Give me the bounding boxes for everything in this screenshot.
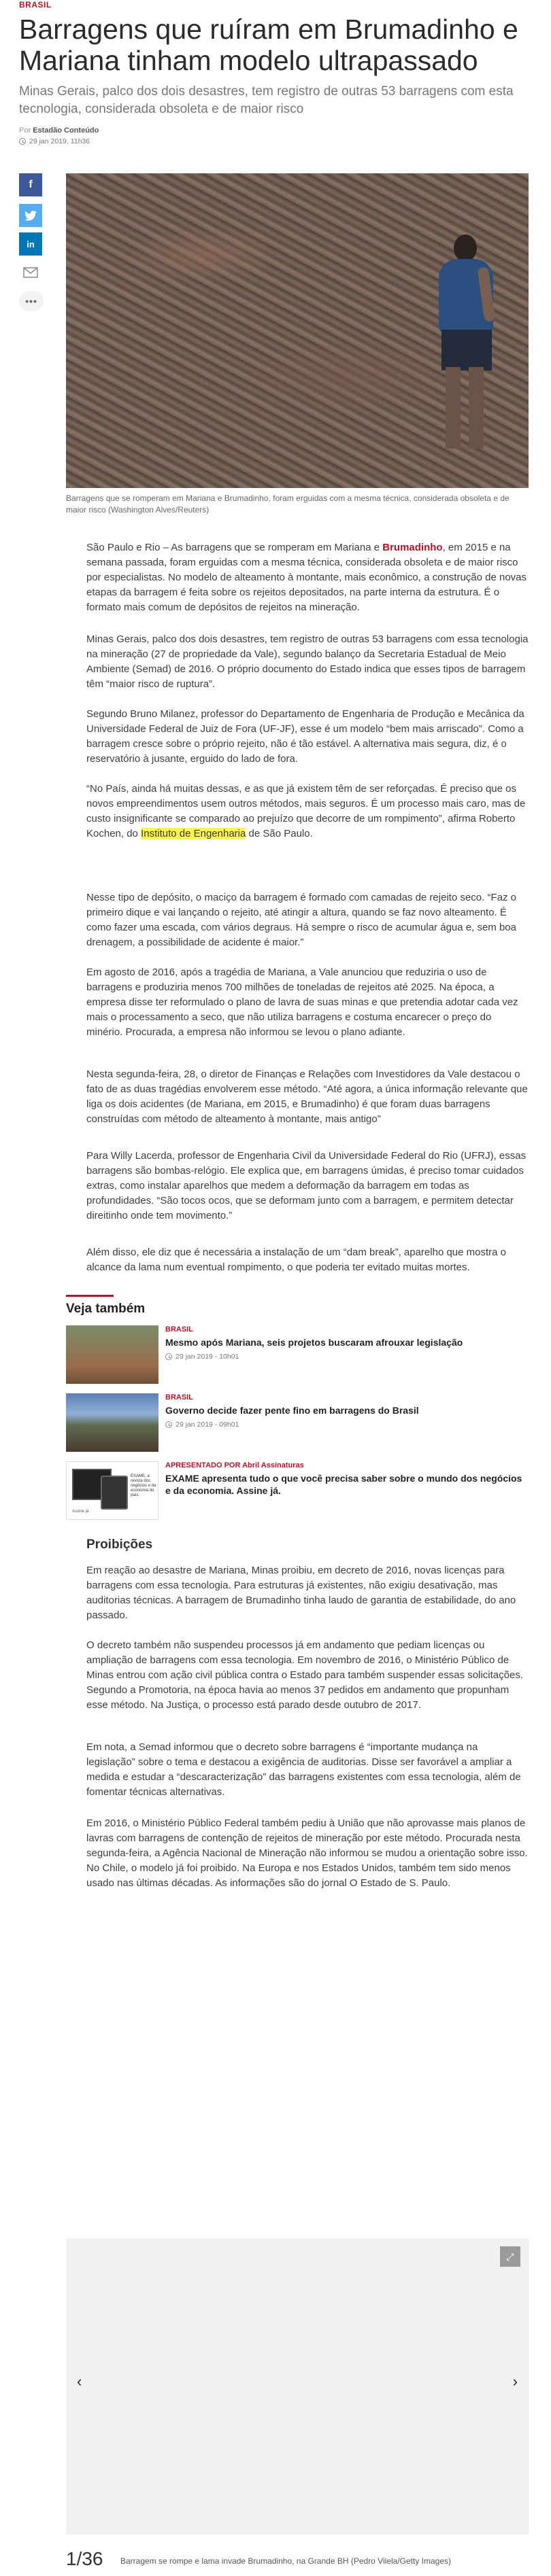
publish-date-text: 29 jan 2019, 11h36 xyxy=(29,137,90,145)
related-thumb[interactable] xyxy=(66,1393,158,1452)
byline-prefix: Por xyxy=(19,126,31,135)
related-category[interactable]: BRASIL xyxy=(165,1393,193,1402)
hero-caption: Barragens que se romperam em Mariana e Brumadinho, foram erguidas com a mesma técnica, considerada obsoleta e de maior risco (Washington Alves/Reuters) xyxy=(66,493,510,515)
share-email-button[interactable] xyxy=(19,261,42,284)
facebook-icon: f xyxy=(29,179,33,190)
chevron-right-icon[interactable]: › xyxy=(512,2373,518,2390)
sponsored-thumb-text: EXAME, a revista dos negócios e da economia do país. xyxy=(131,1474,156,1497)
photo-gallery[interactable] xyxy=(66,2238,529,2535)
paragraph-4-text-b: de São Paulo. xyxy=(246,828,313,839)
brumadinho-link[interactable]: Brumadinho xyxy=(382,542,443,553)
paragraph-1-text-b: , em 2015 e na semana passada, foram erguidas com a mesma técnica, considerada obsoleta e de maior risco por especialistas. No modelo de alteamento à montante, mais econômico, a construção de novas etapas da barragem é feita sobre os rejeitos depositados, na parte interna da estrutura. É o formato mais comum de depósitos de rejeitos na mineração. xyxy=(86,542,527,613)
paragraph-13: Em 2016, o Ministério Público Federal também pediu à União que não aprovasse mais planos de lavras com barragens de contenção de rejeitos de mineração por este método. Procurada nesta segunda-feira, a Agência Nacional de Mineração não informou se mudou a orientação sobre isso. No Chile, o modelo já foi proibido. Na Europa e nos Estados Unidos, também tem sido menos usado nas últimas décadas. As informações são do jornal O Estado de S. Paulo. xyxy=(86,1817,528,1889)
linkedin-icon: in xyxy=(27,239,35,249)
author-name[interactable]: Estadão Conteúdo xyxy=(33,126,99,135)
sponsored-title[interactable]: EXAME apresenta tudo o que você precisa saber sobre o mundo dos negócios e da economia. Assine já. xyxy=(165,1473,522,1496)
share-facebook-button[interactable] xyxy=(19,173,42,196)
paragraph-1-text-a: São Paulo e Rio – As barragens que se romperam em Mariana e xyxy=(86,542,383,553)
related-title[interactable]: Governo decide fazer pente fino em barragens do Brasil xyxy=(165,1405,419,1416)
gallery-counter xyxy=(66,2548,103,2570)
sponsored-label: APRESENTADO POR Abril Assinaturas xyxy=(165,1461,304,1469)
share-more-button[interactable] xyxy=(19,291,44,311)
related-heading: Veja também xyxy=(66,1302,146,1316)
paragraph-1 xyxy=(86,540,529,615)
paragraph-6: Em agosto de 2016, após a tragédia de Mariana, a Vale anunciou que reduziria o uso de barragens e produziria menos 700 milhões de toneladas de rejeitos até 2025. Na época, a empresa disse ter reformulado o plano de lavra de suas minas e que pretendia adotar cada vez mais o processamento a seco, que não utiliza barragens e costuma encarecer o preço do minério. Procurada, a empresa não informou se levou o plano adiante. xyxy=(86,967,518,1038)
paragraph-5: Nesse tipo de depósito, o maciço da barragem é formado com camadas de rejeito seco. “Faz o primeiro dique e vai lançando o rejeito, até atingir a altura, quando se faz novo alteamento. É como fazer uma escada, com vários degraus. Há sempre o risco de acumular água e, sem boa drenagem, a possibilidade de acidente é maior.” xyxy=(86,892,516,948)
paragraph-7: Nesta segunda-feira, 28, o diretor de Finanças e Relações com Investidores da Vale destacou o fato de as duas tragédias envolverem esse método. “Até agora, a única informação relevante que liga os dois acidentes (de Mariana, em 2015, e Brumadinho) é que foram duas barragens construídas com método de alteamento à montante, mais antigo” xyxy=(86,1068,528,1125)
gallery-current: 1 xyxy=(66,2548,77,2569)
related-category[interactable]: BRASIL xyxy=(165,1325,193,1334)
publish-date xyxy=(19,137,90,145)
instituto-engenharia-link[interactable]: Instituto de Engenharia xyxy=(141,828,246,839)
sponsored-thumb[interactable] xyxy=(66,1461,158,1520)
related-date xyxy=(165,1421,239,1429)
more-icon: ••• xyxy=(25,296,37,307)
tablet-image xyxy=(101,1476,128,1510)
related-item-2[interactable] xyxy=(66,1393,529,1455)
chevron-left-icon[interactable]: ‹ xyxy=(77,2373,82,2390)
related-date-text: 29 jan 2019 - 10h01 xyxy=(176,1353,239,1361)
clock-icon xyxy=(165,1353,172,1360)
gallery-total: /36 xyxy=(76,2548,103,2569)
paragraph-4-text-a: “No País, ainda há muitas dessas, e as que já existem têm de ser reforçadas. É preciso que os novos empreendimentos usem outros métodos, mais seguros. É um processo mais caro, mas de custo insignificante se comparado ao prejuízo que decorre de um rompimento”, afirma Roberto Kochen, do xyxy=(86,783,526,839)
related-item-1[interactable] xyxy=(66,1325,529,1387)
share-linkedin-button[interactable] xyxy=(19,232,42,256)
byline xyxy=(19,126,99,135)
clock-icon xyxy=(165,1421,172,1428)
mail-icon xyxy=(23,267,38,278)
paragraph-8: Para Willy Lacerda, professor de Engenharia Civil da Universidade Federal do Rio (UFRJ), essas barragens são bombas-relógio. Ele explica que, em barragens úmidas, é preciso tomar cuidados extras, como instalar aparelhos que medem a deformação da barragem em todas as profundidades. “São tocos ocos, que se deformam junto com a barragem, e permitem detectar direitinho onde tem movimento.” xyxy=(86,1150,527,1221)
hero-image xyxy=(66,173,529,488)
related-date xyxy=(165,1353,239,1361)
related-thumb[interactable] xyxy=(66,1325,158,1384)
gallery-caption: Barragem se rompe e lama invade Brumadinho, na Grande BH (Pedro Vilela/Getty Images) xyxy=(120,2556,452,2566)
paragraph-10: Em reação ao desastre de Mariana, Minas proibiu, em decreto de 2016, novas licenças para barragens com essa tecnologia. Para estruturas já existentes, não exigiu desativação, mas auditorias técnicas. A barragem de Brumadinho tinha laudo de garantia de estabilidade, do ano passado. xyxy=(86,1565,516,1621)
related-title[interactable]: Mesmo após Mariana, seis projetos buscaram afrouxar legislação xyxy=(165,1337,463,1348)
article-subtitle: Minas Gerais, palco dos dois desastres, tem registro de outras 53 barragens com esta tecnologia, considerada obsoleta e de maior risco xyxy=(19,84,514,116)
expand-icon[interactable]: ⤢ xyxy=(500,2246,520,2267)
paragraph-9: Além disso, ele diz que é necessária a instalação de um “dam break”, aparelho que mostra o alcance da lama num eventual rompimento, o que poderia ter evitado muitas mortes. xyxy=(86,1247,506,1273)
sponsored-thumb-foot: Assine já xyxy=(72,1510,89,1514)
paragraph-12: Em nota, a Semad informou que o decreto sobre barragens é “importante mudança na legislação” sobre o tema e destacou a exigência de auditorias. Disse ser favorável a ampliar a medida e estudar a “descaracterização” das barragens existentes com essa tecnologia, além de fomentar técnicas alternativas. xyxy=(86,1741,521,1798)
hero-person xyxy=(433,234,495,459)
article-title: Barragens que ruíram em Brumadinho e Mariana tinham modelo ultrapassado xyxy=(19,14,518,76)
share-twitter-button[interactable] xyxy=(19,204,42,227)
section-heading-proibicoes: Proibições xyxy=(86,1537,153,1552)
paragraph-4 xyxy=(86,782,529,841)
paragraph-2: Minas Gerais, palco dos dois desastres, tem registro de outras 53 barragens com essa tecnologia na mineração (27 de propriedade da Vale), segundo balanço da Secretaria Estadual de Meio Ambiente (Semad) de 2016. O próprio documento do Estado indica que esses tipos de barragem têm “maior risco de ruptura”. xyxy=(86,633,529,690)
sponsored-item[interactable] xyxy=(66,1461,529,1522)
related-date-text: 29 jan 2019 - 09h01 xyxy=(176,1421,239,1429)
section-tag[interactable]: BRASIL xyxy=(19,0,52,10)
related-divider xyxy=(66,1295,114,1297)
paragraph-11: O decreto também não suspendeu processos já em andamento que pediam licenças ou ampliação de barragens com essa tecnologia. Em novembro de 2016, o Ministério Público de Minas entrou com ação civil pública contra o Estado para também suspender essas solicitações. Segundo a Promotoria, na época havia ao menos 37 pedidos em andamento que propunham esse método. Na Justiça, o processo está parado desde outubro de 2017. xyxy=(86,1639,523,1711)
twitter-icon xyxy=(24,211,37,221)
paragraph-3: Segundo Bruno Milanez, professor do Departamento de Engenharia de Produção e Mecânica da Universidade Federal de Juiz de Fora (UF-JF), esse é um modelo “bem mais arriscado”. Como a barragem cresce sobre o próprio rejeito, não é tão estável. A alternativa mais segura, diz, é o reservatório à jusante, erguido do lado de fora. xyxy=(86,708,524,765)
clock-icon xyxy=(19,138,26,145)
